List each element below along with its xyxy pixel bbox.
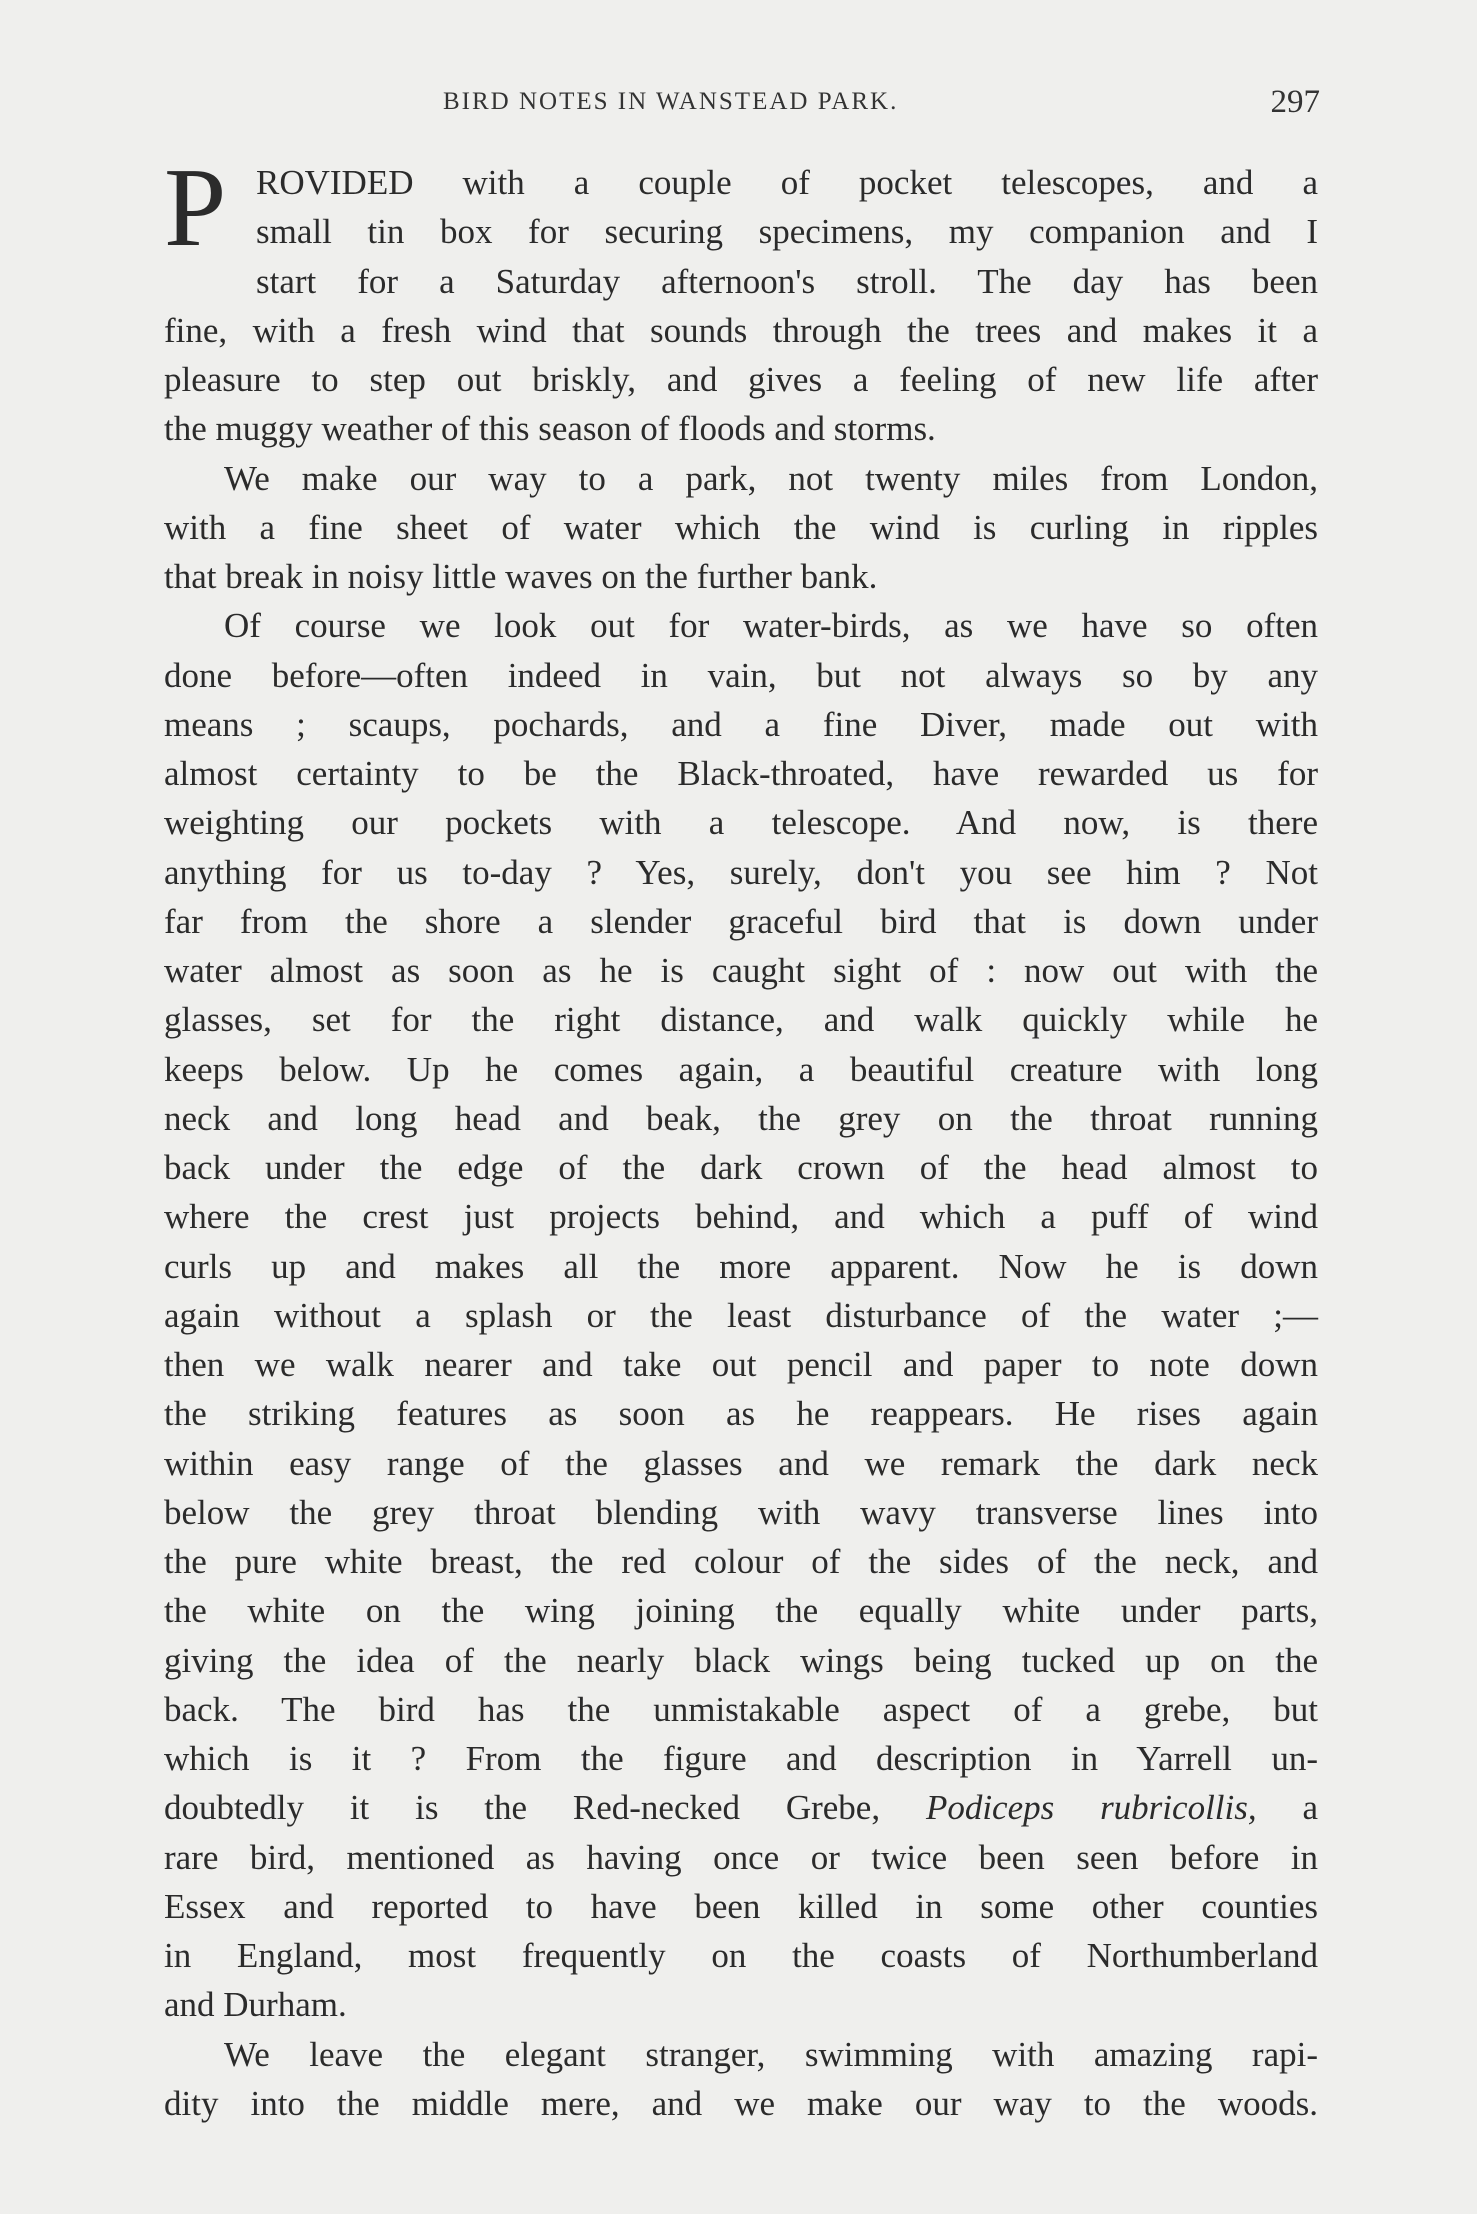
text-line: again without a splash or the least disturbance of the water ;—	[164, 1295, 1318, 1335]
text-line: keeps below. Up he comes again, a beautiful creature with long	[164, 1049, 1318, 1089]
text-line: We make our way to a park, not twenty miles from London,	[224, 458, 1318, 498]
body-text	[164, 158, 1318, 2128]
text-line-with-italic	[164, 1783, 1318, 1832]
text-line: small tin box for securing specimens, my companion and I	[256, 212, 1318, 252]
text-line: fine, with a fresh wind that sounds through the trees and makes it a	[164, 310, 1318, 350]
text-line: anything for us to-day ? Yes, surely, don't you see him ? Not	[164, 852, 1318, 892]
text-fragment: a	[1302, 1788, 1318, 1828]
text-line: back. The bird has the unmistakable aspect of a grebe, but	[164, 1689, 1318, 1729]
text-line: the pure white breast, the red colour of the sides of the neck, and	[164, 1542, 1318, 1581]
text-line: neck and long head and beak, the grey on the throat running	[164, 1098, 1318, 1138]
text-line: curls up and makes all the more apparent. Now he is down	[164, 1246, 1318, 1286]
text-line: the striking features as soon as he reappears. He rises again	[164, 1394, 1318, 1434]
running-head	[160, 84, 1320, 124]
text-line: in England, most frequently on the coasts of Northumberland	[164, 1936, 1318, 1975]
text-line: below the grey throat blending with wavy transverse lines into	[164, 1492, 1318, 1532]
text-line: where the crest just projects behind, and which a puff of wind	[164, 1197, 1318, 1237]
text-line: glasses, set for the right distance, and walk quickly while he	[164, 1000, 1318, 1040]
text-line: and Durham.	[164, 1985, 347, 2025]
running-title: BIRD NOTES IN WANSTEAD PARK.	[443, 88, 899, 115]
text-line: which is it ? From the figure and description in Yarrell un-	[164, 1739, 1318, 1778]
text-line: back under the edge of the dark crown of the head almost to	[164, 1148, 1318, 1187]
text-line: Of course we look out for water-birds, as we have so often	[224, 606, 1318, 646]
text-line: far from the shore a slender graceful bird that is down under	[164, 901, 1318, 941]
text-line: weighting our pockets with a telescope. And now, is there	[164, 803, 1318, 843]
text-line: We leave the elegant stranger, swimming with amazing rapi-	[224, 2034, 1318, 2074]
text-line: with a fine sheet of water which the wind is curling in ripples	[164, 507, 1318, 547]
text-line: water almost as soon as he is caught sight of : now out with the	[164, 951, 1318, 990]
text-line: done before—often indeed in vain, but not always so by any	[164, 655, 1318, 695]
text-line: start for a Saturday afternoon's stroll. The day has been	[256, 261, 1318, 301]
text-line: almost certainty to be the Black-throated, have rewarded us for	[164, 754, 1318, 793]
text-line: that break in noisy little waves on the further bank.	[164, 557, 878, 596]
text-line: dity into the middle mere, and we make our way to the woods.	[164, 2083, 1318, 2123]
text-line: within easy range of the glasses and we remark the dark neck	[164, 1443, 1318, 1483]
species-name: Podiceps rubricollis,	[925, 1788, 1257, 1828]
text-line: pleasure to step out briskly, and gives a feeling of new life after	[164, 360, 1318, 399]
drop-capital: P	[164, 146, 227, 270]
text-line: Essex and reported to have been killed in some other counties	[164, 1886, 1318, 1926]
text-line: then we walk nearer and take out pencil and paper to note down	[164, 1345, 1318, 1384]
text-line: the white on the wing joining the equally white under parts,	[164, 1591, 1318, 1631]
text-line: giving the idea of the nearly black wings being tucked up on the	[164, 1640, 1318, 1680]
page-number: 297	[1270, 84, 1320, 120]
text-line: ROVIDED with a couple of pocket telescopes, and a	[256, 163, 1318, 202]
text-line: means ; scaups, pochards, and a fine Diver, made out with	[164, 704, 1318, 744]
text-fragment: doubtedly it is the Red-necked Grebe,	[164, 1788, 881, 1828]
text-line: rare bird, mentioned as having once or twice been seen before in	[164, 1837, 1318, 1877]
text-line: the muggy weather of this season of floods and storms.	[164, 409, 936, 449]
